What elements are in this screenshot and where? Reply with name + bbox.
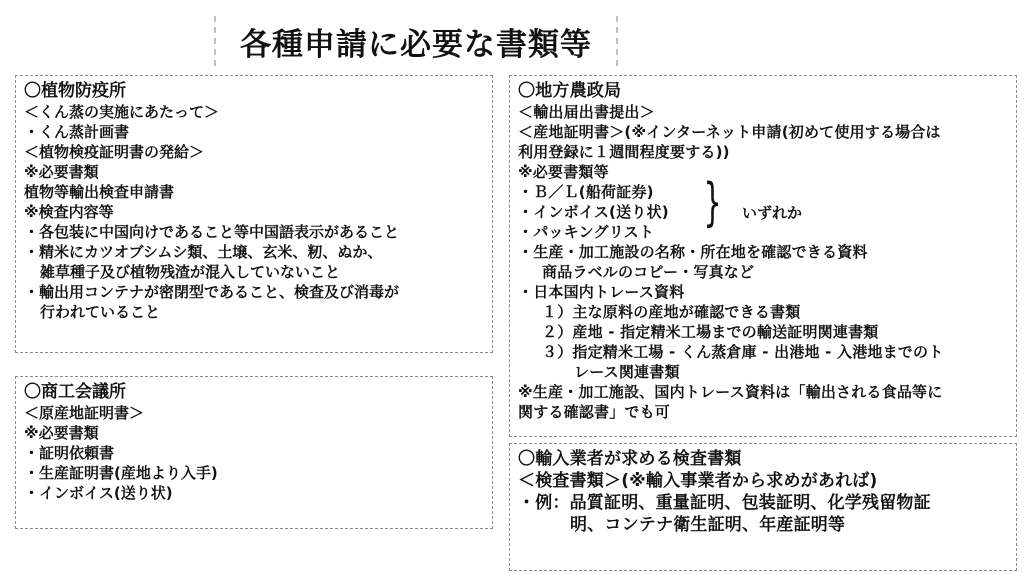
doc-item-facility: ・生産・加工施設の名称・所在地を確認できる資料 (518, 243, 868, 261)
inspection-item: ・輸出用コンテナが密閉型であること、検査及び消毒が (24, 283, 400, 301)
chamber-heading: 〇商工会議所 (24, 382, 126, 402)
inspection-content-label: ※検査内容等 (24, 203, 114, 221)
facility-trace-note: ※生産・加工施設、国内トレース資料は「輸出される食品等に (518, 383, 943, 401)
either-label: いずれか (742, 204, 803, 222)
trace-item-1: １）主な原料の産地が確認できる書類 (542, 303, 801, 321)
doc-item-invoice: ・インボイス(送り状) (518, 203, 669, 221)
origin-certificate-subheading: ＜原産地証明書＞ (24, 404, 145, 422)
required-docs-label: ※必要書類等 (518, 163, 609, 181)
inspection-item-continued: 行われていること (40, 303, 161, 321)
doc-item-packing-list: ・パッキングリスト (518, 223, 655, 241)
facility-trace-note-continued: 関する確認書」でも可 (518, 403, 671, 421)
chamber-of-commerce-panel (15, 376, 493, 529)
inspection-item-continued: 雑草種子及び植物残渣が混入していないこと (40, 263, 341, 281)
certificate-subheading: ＜植物検疫証明書の発給＞ (24, 143, 205, 161)
production-certificate-subheading: ＜産地証明書＞(※インターネット申請(初めて使用する場合は (518, 123, 941, 141)
fumigation-plan-item: ・くん蒸計画書 (24, 123, 130, 141)
doc-item: ・インボイス(送り状) (24, 484, 173, 502)
doc-item: ・証明依頼書 (24, 444, 115, 462)
inspection-docs-subheading: ＜検査書類＞(※輸入事業者から求めがあれば) (518, 471, 878, 491)
inspection-examples-continued: 明、コンテナ衛生証明、年産証明等 (570, 515, 846, 535)
doc-item-bl: ・Ｂ／Ｌ(船荷証券) (518, 183, 654, 201)
trace-item-3-continued: レース関連書類 (574, 363, 680, 381)
inspection-item: ・各包装に中国向けであること等中国語表示があること (24, 223, 400, 241)
inspection-item: ・精米にカツオブシムシ類、土壌、玄米、籾、ぬか、 (24, 243, 383, 261)
inspection-application-item: 植物等輸出検査申請書 (24, 183, 175, 201)
regional-agriculture-panel (509, 75, 1017, 437)
doc-item-facility-continued: 商品ラベルのコピー・写真など (542, 263, 755, 281)
doc-item: ・生産証明書(産地より入手) (24, 464, 218, 482)
page-title: 各種申請に必要な書類等 (214, 16, 618, 66)
required-docs-label: ※必要書類 (24, 163, 99, 181)
plant-quarantine-heading: 〇植物防疫所 (24, 81, 126, 101)
production-certificate-note: 利用登録に１週間程度要する)) (518, 143, 730, 161)
inspection-examples: ・例：品質証明、重量証明、包装証明、化学残留物証 (518, 493, 931, 513)
fumigation-subheading: ＜くん蒸の実施にあたって＞ (24, 103, 220, 121)
trace-item-2: ２）産地 - 指定精米工場までの輸送証明関連書類 (542, 323, 879, 341)
regional-agriculture-heading: 〇地方農政局 (518, 81, 622, 101)
required-docs-label: ※必要書類 (24, 424, 99, 442)
plant-quarantine-panel (15, 75, 493, 353)
export-notification-subheading: ＜輸出届出書提出＞ (518, 103, 655, 121)
importer-heading: 〇輸入業者が求める検査書類 (518, 449, 742, 469)
doc-item-trace: ・日本国内トレース資料 (518, 283, 685, 301)
importer-inspection-panel (509, 443, 1017, 571)
right-brace-icon: } (703, 173, 722, 233)
trace-item-3: ３）指定精米工場 - くん蒸倉庫 - 出港地 - 入港地までのト (542, 343, 944, 361)
